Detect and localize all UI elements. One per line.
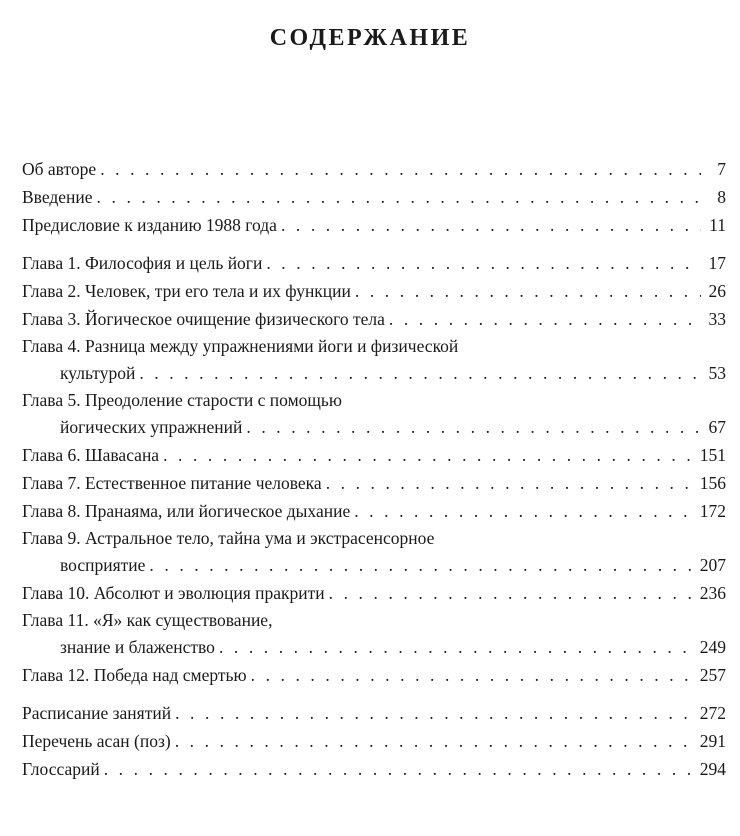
toc-page-number: 33 <box>708 309 726 329</box>
section-spacer <box>22 239 726 249</box>
toc-entry-label: Глава 3. Йогическое очищение физического тела <box>22 309 385 329</box>
toc-page-number: 291 <box>699 731 726 751</box>
toc-entry-continuation: знание и блаженство <box>60 637 215 657</box>
toc-entry-chapter-8[interactable] <box>22 497 726 525</box>
toc-entry-label: Глава 5. Преодоление старости с помощью <box>22 390 342 410</box>
toc-entry-label: Расписание занятий <box>22 703 172 723</box>
toc-page-number: 67 <box>708 417 726 437</box>
dot-leader <box>281 211 701 239</box>
dot-leader <box>266 249 701 277</box>
dot-leader <box>251 661 697 689</box>
toc-page-number: 207 <box>699 555 726 575</box>
dot-leader <box>104 755 697 783</box>
toc-entry-continuation: культурой <box>60 363 136 383</box>
toc-entry-continuation: восприятие <box>60 555 146 575</box>
toc-entry-label: Глава 1. Философия и цель йоги <box>22 253 263 273</box>
dot-leader <box>389 305 701 333</box>
toc-entry-preface[interactable] <box>22 211 726 239</box>
toc-entry-label: Глава 10. Абсолют и эволюция пракрити <box>22 583 325 603</box>
toc-entry-chapter-6[interactable] <box>22 441 726 469</box>
toc-entry-chapter-10[interactable] <box>22 579 726 607</box>
toc-page-number: 156 <box>699 473 726 493</box>
toc-entry-chapter-12[interactable] <box>22 661 726 689</box>
toc-entry-asana-list[interactable] <box>22 727 726 755</box>
toc-page-number: 8 <box>717 187 726 207</box>
toc-entry-label: Глава 8. Пранаяма, или йогическое дыхание <box>22 501 351 521</box>
dot-leader <box>354 497 697 525</box>
toc-entry-label: Глоссарий <box>22 759 100 779</box>
dot-leader <box>139 359 701 387</box>
toc-entry-label: Об авторе <box>22 159 97 179</box>
toc-entry-chapter-5[interactable] <box>22 387 726 441</box>
toc-page-number: 257 <box>699 665 726 685</box>
toc-entry-label: Глава 6. Шавасана <box>22 445 160 465</box>
toc-page-number: 172 <box>699 501 726 521</box>
toc-entry-label: Глава 7. Естественное питание человека <box>22 473 322 493</box>
toc-entry-chapter-4[interactable] <box>22 333 726 387</box>
toc-entry-chapter-2[interactable] <box>22 277 726 305</box>
dot-leader <box>329 579 697 607</box>
toc-page-number: 11 <box>709 215 726 235</box>
toc-entry-chapter-9[interactable] <box>22 525 726 579</box>
toc-entry-about-author[interactable] <box>22 155 726 183</box>
toc-entry-chapter-3[interactable] <box>22 305 726 333</box>
toc-entry-schedule[interactable] <box>22 699 726 727</box>
toc-entry-glossary[interactable] <box>22 755 726 783</box>
dot-leader <box>97 183 701 211</box>
toc-page-number: 17 <box>708 253 726 273</box>
toc-entry-label: Глава 4. Разница между упражнениями йоги и физической <box>22 336 459 356</box>
toc-entry-label: Глава 2. Человек, три его тела и их функции <box>22 281 351 301</box>
dot-leader <box>100 155 701 183</box>
dot-leader <box>355 277 701 305</box>
toc-page-number: 236 <box>699 583 726 603</box>
toc-entry-chapter-11[interactable] <box>22 607 726 661</box>
table-of-contents <box>22 155 726 783</box>
dot-leader <box>149 551 696 579</box>
page-title: СОДЕРЖАНИЕ <box>269 25 471 52</box>
dot-leader <box>219 633 697 661</box>
dot-leader <box>326 469 697 497</box>
toc-page-number: 151 <box>699 445 726 465</box>
toc-page-number: 272 <box>699 703 726 723</box>
toc-entry-chapter-1[interactable] <box>22 249 726 277</box>
toc-entry-continuation: йогических упражнений <box>60 417 243 437</box>
toc-page-number: 249 <box>699 637 726 657</box>
section-spacer <box>22 689 726 699</box>
toc-entry-label: Глава 12. Победа над смертью <box>22 665 247 685</box>
toc-entry-label: Глава 11. «Я» как существование, <box>22 610 273 630</box>
dot-leader <box>175 699 697 727</box>
toc-entry-label: Перечень асан (поз) <box>22 731 171 751</box>
dot-leader <box>163 441 697 469</box>
toc-entry-chapter-7[interactable] <box>22 469 726 497</box>
dot-leader <box>175 727 697 755</box>
toc-page-number: 294 <box>699 759 726 779</box>
dot-leader <box>246 413 701 441</box>
toc-entry-label: Предисловие к изданию 1988 года <box>22 215 277 235</box>
toc-entry-introduction[interactable] <box>22 183 726 211</box>
toc-entry-label: Глава 9. Астральное тело, тайна ума и экстрасенсорное <box>22 528 435 548</box>
toc-page-number: 7 <box>717 159 726 179</box>
toc-page-number: 53 <box>708 363 726 383</box>
toc-page-number: 26 <box>708 281 726 301</box>
toc-entry-label: Введение <box>22 187 93 207</box>
